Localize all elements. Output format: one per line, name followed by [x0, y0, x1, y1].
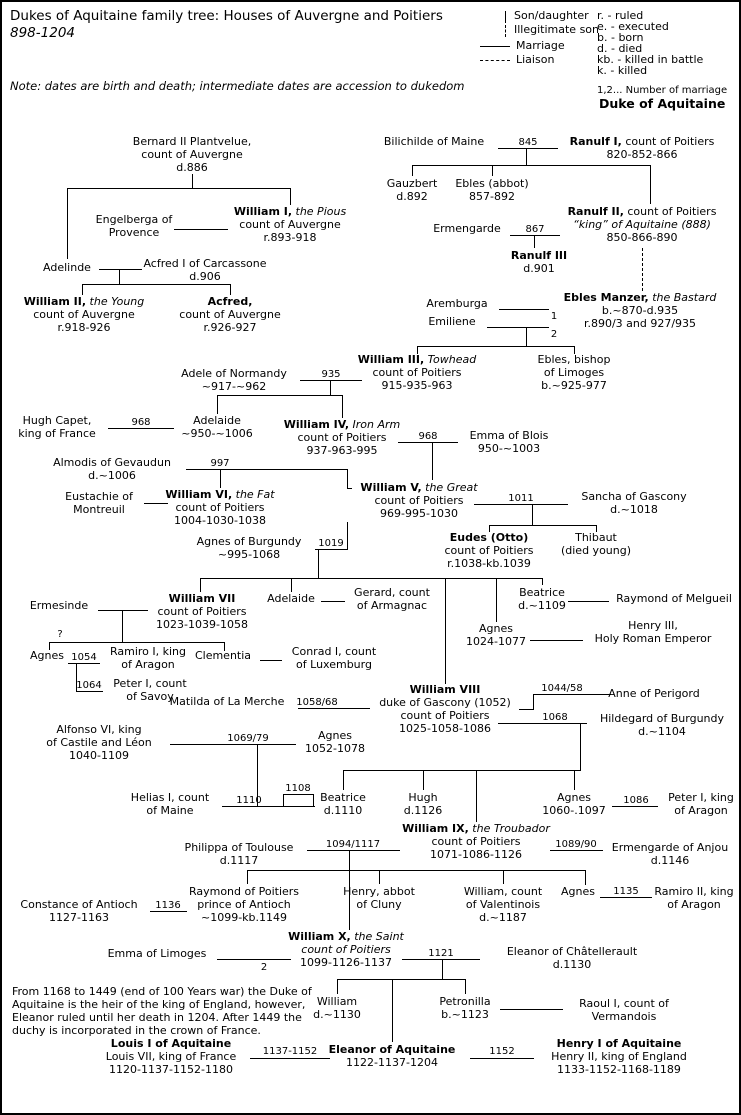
connector: [503, 870, 504, 884]
person-henry3: Henry III, Holy Roman Emperor: [594, 619, 712, 645]
person-william1: William I, the Pious count of Auvergne r.893-918: [233, 205, 347, 244]
marriage-line: [321, 601, 345, 602]
person-almodis: Almodis of Gevaudun d.~1006: [53, 456, 171, 482]
person-louis: Louis I of Aquitaine Louis VII, king of France 1120-1137-1152-1180: [105, 1037, 237, 1076]
connector: [423, 770, 424, 790]
note-text: Note: dates are birth and death; intermediate dates are accession to dukedom: [10, 79, 465, 93]
person-helias: Helias I, count of Maine: [130, 791, 210, 817]
marriage-line: [398, 442, 458, 443]
marriage-year: 845: [518, 137, 538, 148]
footnote-line: duchy is incorporated in the crown of France.: [12, 1024, 261, 1037]
marriage-line: [260, 660, 282, 661]
person-william-valentinois: William, count of Valentinois d.~1187: [463, 885, 543, 924]
person-eudes: Eudes (Otto) count of Poitiers r.1038-kb.1039: [444, 531, 534, 570]
marriage-line: [68, 663, 100, 664]
connector: [585, 870, 586, 885]
connector: [67, 188, 68, 259]
connector: [291, 578, 292, 592]
connector: [200, 578, 201, 592]
marriage-number: 2: [260, 962, 268, 973]
marriage-year: 1064: [76, 680, 102, 691]
connector: [650, 165, 651, 204]
marriage-year: 1136: [155, 900, 181, 911]
connector: [220, 469, 221, 488]
marriage-year: 1108: [285, 783, 311, 794]
footnote-line: Eleanor ruled until her death in 1204. After 1449 the: [12, 1011, 302, 1024]
person-adelaide2: Adelaide: [267, 592, 315, 605]
uncertainty-mark: ?: [57, 629, 63, 640]
marriage-line: [283, 794, 314, 795]
marriage-line: [530, 640, 583, 641]
marriage-year: 1121: [428, 948, 454, 959]
connector: [347, 488, 352, 489]
connector: [532, 504, 533, 526]
person-hugh-capet: Hugh Capet, king of France: [18, 414, 96, 440]
person-agnes-1024: Agnes 1024-1077: [466, 622, 526, 648]
person-raoul: Raoul I, count of Vermandois: [579, 997, 669, 1023]
connector: [217, 395, 343, 396]
person-adele: Adele of Normandy ~917-~962: [181, 367, 287, 393]
person-sancha: Sancha of Gascony d.~1018: [581, 490, 687, 516]
marriage-line: [550, 850, 603, 851]
marriage-year: 1152: [489, 1046, 515, 1057]
legend-liaison: Liaison: [516, 53, 555, 66]
marriage-line: [150, 911, 187, 912]
marriage-line: [174, 229, 228, 230]
person-william5: William V, the Great count of Poitiers 969-995-1030: [360, 481, 478, 520]
footnote-line: From 1168 to 1449 (end of 100 Years war) the Duke of: [12, 985, 312, 998]
connector: [290, 188, 291, 205]
legend-duke-of-aquitaine: Duke of Aquitaine: [599, 96, 726, 111]
liaison-line: [642, 248, 643, 291]
marriage-line: [487, 327, 549, 328]
person-philippa: Philippa of Toulouse d.1117: [184, 841, 294, 867]
marriage-line: [108, 428, 174, 429]
marriage-year: 1086: [623, 795, 649, 806]
person-engelberga: Engelberga of Provence: [95, 213, 173, 239]
legend-abbr-died: d. - died: [597, 42, 643, 55]
connector: [318, 549, 319, 579]
marriage-line: [402, 959, 480, 960]
connector: [200, 578, 543, 579]
marriage-line: [98, 610, 148, 611]
connector: [476, 770, 477, 822]
person-william4: William IV, Iron Arm count of Poitiers 937-963-995: [283, 418, 401, 457]
marriage-year: 935: [321, 369, 341, 380]
connector: [533, 694, 534, 710]
person-eleanor-chatellerault: Eleanor of Châtellerault d.1130: [506, 945, 638, 971]
marriage-line: [315, 549, 348, 550]
person-thibaut: Thibaut (died young): [560, 531, 632, 557]
marriage-line: [76, 691, 103, 692]
marriage-year: 1019: [318, 538, 344, 549]
person-william8: William VIII duke of Gascony (1052) count of Poitiers 1025-1058-1086: [379, 683, 511, 735]
marriage-line: [470, 1058, 534, 1059]
person-agnes-1052: Agnes 1052-1078: [305, 729, 365, 755]
connector: [379, 870, 380, 884]
connector: [337, 979, 338, 994]
legend-illegitimate: Illegitimate son: [514, 23, 599, 36]
marriage-line: [298, 708, 370, 709]
person-henry1-aquitaine: Henry I of Aquitaine Henry II, king of England 1133-1152-1168-1189: [551, 1037, 687, 1076]
marriage-year: 1011: [508, 493, 534, 504]
person-adelaide1: Adelaide ~950-~1006: [181, 414, 253, 440]
connector: [347, 469, 348, 489]
connector: [49, 642, 225, 643]
person-petronilla: Petronilla b.~1123: [439, 995, 491, 1021]
marriage-number: 1: [550, 311, 558, 322]
illegitimate-line-icon: [505, 25, 506, 37]
person-adelinde: Adelinde: [43, 261, 91, 274]
marriage-line: [510, 235, 560, 236]
marriage-line: [144, 503, 168, 504]
page-title-dates: 898-1204: [10, 25, 75, 41]
marriage-line: [498, 148, 558, 149]
person-anne-perigord: Anne of Perigord: [608, 687, 700, 700]
legend-marriage-number: 1,2... Number of marriage: [597, 85, 728, 96]
legend-son: Son/daughter: [514, 9, 589, 22]
connector: [412, 165, 413, 176]
person-agnes-q: Agnes: [30, 649, 64, 662]
person-ranulf3: Ranulf III d.901: [510, 249, 568, 275]
connector: [526, 327, 527, 347]
marriage-year: 1058/68: [296, 697, 338, 708]
person-ebles-manzer: Ebles Manzer, the Bastard b.~870-d.935 r.890/3 and 927/935: [563, 291, 717, 330]
connector: [465, 979, 466, 994]
connector: [526, 148, 527, 165]
connector: [82, 284, 231, 285]
marriage-number: 2: [550, 329, 558, 340]
person-raymond-poitiers: Raymond of Poitiers prince of Antioch ~1099-kb.1149: [188, 885, 300, 924]
connector: [283, 794, 284, 806]
connector: [247, 870, 586, 871]
person-william9: William IX, the Troubador count of Poitiers 1071-1086-1126: [402, 822, 550, 861]
marriage-year: 1068: [542, 712, 568, 723]
connector: [392, 979, 393, 1042]
marriage-line: [498, 723, 587, 724]
connector: [337, 979, 466, 980]
legend-abbr-killed: k. - killed: [597, 64, 648, 77]
marriage-year: 968: [131, 417, 151, 428]
person-henry-cluny: Henry, abbot of Cluny: [343, 885, 415, 911]
person-william2: William II, the Young count of Auvergne r.918-926: [23, 295, 145, 334]
connector: [119, 269, 120, 285]
connector: [519, 709, 534, 710]
marriage-line: [217, 959, 291, 960]
person-hildegard: Hildegard of Burgundy d.~1104: [599, 712, 725, 738]
connector: [445, 578, 446, 684]
marriage-year: 1089/90: [555, 839, 597, 850]
person-emiliene: Emiliene: [428, 315, 476, 328]
page-title: Dukes of Aquitaine family tree: Houses of Auvergne and Poitiers: [10, 8, 443, 24]
connector: [534, 235, 535, 248]
person-william3: William III, Towhead count of Poitiers 915-935-963: [357, 353, 477, 392]
person-ramiro1: Ramiro I, king of Aragon: [109, 645, 187, 671]
marriage-year: 867: [525, 224, 545, 235]
marriage-year: 1094/1117: [325, 839, 381, 850]
connector: [122, 610, 123, 643]
marriage-line: [300, 380, 362, 381]
marriage-year: 1054: [71, 652, 97, 663]
marriage-year: 1110: [236, 795, 262, 806]
person-ranulf1: Ranulf I, count of Poitiers 820-852-866: [569, 135, 715, 161]
son-line-icon: [505, 11, 506, 23]
person-peter-aragon: Peter I, king of Aragon: [668, 791, 734, 817]
person-conrad: Conrad I, count of Luxemburg: [291, 645, 377, 671]
person-clementia: Clementia: [194, 649, 252, 662]
marriage-line: [533, 694, 611, 695]
person-matilda: Matilda of La Merche: [169, 695, 285, 708]
marriage-line: [474, 504, 568, 505]
person-agnes-1135: Agnes: [561, 885, 595, 898]
person-ermesinde: Ermesinde: [29, 599, 89, 612]
marriage-line: [250, 1058, 330, 1059]
connector: [574, 770, 575, 790]
connector: [432, 442, 433, 480]
person-ebles-abbot: Ebles (abbot) 857-892: [455, 177, 529, 203]
person-william10: William X, the Saint count of Poitiers 1099-1126-1137: [288, 930, 404, 969]
person-beatrice1: Beatrice d.~1109: [518, 586, 566, 612]
marriage-year: 1135: [613, 886, 639, 897]
connector: [496, 578, 497, 622]
marriage-line: [499, 309, 549, 310]
marriage-line: [222, 806, 315, 807]
connector: [82, 284, 83, 295]
connector: [542, 578, 543, 585]
footnote-line: Aquitaine is the heir of the king of England, however,: [12, 998, 306, 1011]
person-william7: William VII count of Poitiers 1023-1039-1058: [156, 592, 248, 631]
person-hugh-1126: Hugh d.1126: [403, 791, 443, 817]
legend-abbr-executed: e. - executed: [597, 20, 669, 33]
liaison-line-icon: [480, 60, 510, 61]
person-william6: William VI, the Fat count of Poitiers 1004-1030-1038: [165, 488, 275, 527]
person-alfonso6: Alfonso VI, king of Castile and Léon 1040-1109: [46, 723, 152, 762]
person-constance: Constance of Antioch 1127-1163: [20, 898, 138, 924]
marriage-line-icon: [480, 46, 510, 47]
person-bernard2: Bernard II Plantvelue, count of Auvergne d.886: [132, 135, 252, 174]
person-eustachie: Eustachie of Montreuil: [65, 490, 133, 516]
legend-abbr-killed-battle: kb. - killed in battle: [597, 53, 704, 66]
marriage-year: 1069/79: [227, 733, 269, 744]
connector: [230, 284, 231, 295]
person-acfred1: Acfred I of Carcassone d.906: [143, 257, 267, 283]
person-gauzbert: Gauzbert d.892: [386, 177, 438, 203]
person-gerard: Gerard, count of Armagnac: [354, 586, 430, 612]
connector: [442, 959, 443, 979]
marriage-line: [568, 601, 609, 602]
person-peter-savoy: Peter I, count of Savoy: [113, 677, 187, 703]
marriage-line: [99, 269, 142, 270]
person-ebles-bishop: Ebles, bishop of Limoges b.~925-977: [537, 353, 611, 392]
marriage-line: [500, 1009, 563, 1010]
person-agnes-1060: Agnes 1060-.1097: [542, 791, 606, 817]
connector: [347, 522, 348, 550]
marriage-line: [307, 850, 400, 851]
connector: [313, 794, 314, 806]
connector: [417, 346, 575, 347]
connector: [217, 395, 218, 414]
marriage-line: [600, 897, 652, 898]
person-acfred: Acfred, count of Auvergne r.926-927: [179, 295, 281, 334]
connector: [67, 188, 291, 189]
person-beatrice2: Beatrice d.1110: [320, 791, 366, 817]
person-agnes-burgundy: Agnes of Burgundy ~995-1068: [196, 535, 302, 561]
person-bilichilde: Bilichilde of Maine: [383, 135, 485, 148]
person-william-1130: William d.~1130: [313, 995, 361, 1021]
person-eleanor-aquitaine: Eleanor of Aquitaine 1122-1137-1204: [328, 1043, 456, 1069]
person-emma-limoges: Emma of Limoges: [107, 947, 207, 960]
person-ramiro2: Ramiro II, king of Aragon: [654, 885, 734, 911]
legend-marriage: Marriage: [516, 39, 565, 52]
connector: [192, 174, 193, 188]
person-ermengarde-anjou: Ermengarde of Anjou d.1146: [611, 841, 729, 867]
person-raymond-melgueil: Raymond of Melgueil: [616, 592, 732, 605]
marriage-line: [186, 469, 348, 470]
marriage-line: [170, 744, 296, 745]
connector: [349, 850, 350, 870]
marriage-year: 1044/58: [541, 683, 583, 694]
marriage-year: 1137-1152: [262, 1046, 318, 1057]
connector: [412, 165, 651, 166]
connector: [343, 770, 581, 771]
person-ermengarde: Ermengarde: [433, 222, 501, 235]
connector: [247, 870, 248, 884]
legend-abbr-ruled: r. - ruled: [597, 9, 644, 22]
connector: [580, 723, 581, 770]
connector: [489, 525, 597, 526]
person-emma-blois: Emma of Blois 950-~1003: [469, 429, 549, 455]
person-aremburga: Aremburga: [426, 297, 488, 310]
connector: [343, 770, 344, 790]
connector: [330, 380, 331, 396]
connector: [342, 395, 343, 418]
marriage-year: 997: [210, 458, 230, 469]
marriage-year: 968: [418, 431, 438, 442]
marriage-line: [612, 806, 658, 807]
connector: [492, 165, 493, 176]
legend-abbr-born: b. - born: [597, 31, 644, 44]
person-ranulf2: Ranulf II, count of Poitiers “king” of Aquitaine (888) 850-866-890: [567, 205, 717, 244]
